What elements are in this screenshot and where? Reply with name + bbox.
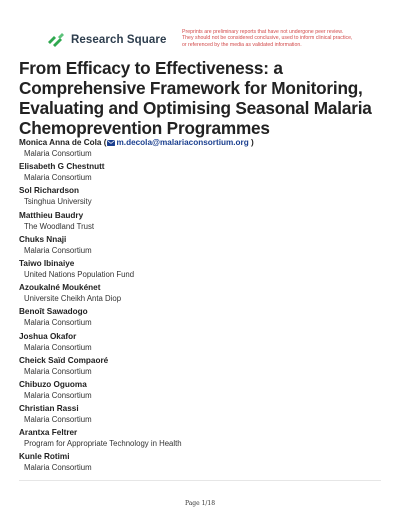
- research-square-logo[interactable]: [47, 31, 166, 49]
- author-affiliation: Malaria Consortium: [24, 342, 92, 352]
- author-name: Sol Richardson: [19, 186, 80, 196]
- author-entry: [19, 210, 389, 234]
- author-name: Benoît Sawadogo: [19, 307, 88, 317]
- author-affiliation: Malaria Consortium: [24, 415, 92, 425]
- author-affiliation: Program for Appropriate Technology in Health: [24, 439, 182, 449]
- notice-line: Preprints are preliminary reports that have not undergone peer review.: [182, 29, 344, 35]
- header: [0, 0, 400, 50]
- author-entry: [19, 306, 389, 330]
- author-name: Arantxa Feltrer: [19, 428, 78, 438]
- author-email-link[interactable]: [107, 138, 249, 147]
- author-affiliation: United Nations Population Fund: [24, 269, 135, 279]
- author-affiliation: Tsinghua University: [24, 197, 92, 207]
- author-entry: [19, 161, 389, 185]
- author-affiliation: Malaria Consortium: [24, 390, 92, 400]
- author-affiliation: Malaria Consortium: [24, 366, 92, 376]
- author-name: Cheick Saïd Compaoré: [19, 355, 109, 365]
- author-entry: [19, 331, 389, 355]
- author-entry: [19, 137, 389, 161]
- envelope-icon: [107, 140, 115, 146]
- author-name-text: Monica Anna de Cola: [19, 138, 102, 147]
- research-square-logo-icon: [47, 31, 67, 49]
- author-entry: [19, 355, 389, 379]
- logo-text: Research Square: [71, 34, 167, 46]
- author-entry: [19, 234, 389, 258]
- preprint-notice: [182, 29, 387, 48]
- author-entry: [19, 185, 389, 209]
- author-entry: [19, 258, 389, 282]
- author-name: Christian Rassi: [19, 404, 79, 414]
- notice-line: or referenced by the media as validated information.: [182, 41, 302, 48]
- author-name: [19, 137, 389, 148]
- author-name: Taiwo Ibinaiye: [19, 258, 75, 268]
- page-number: Page 1/18: [184, 500, 216, 507]
- author-affiliation: Malaria Consortium: [24, 463, 92, 473]
- footer-divider: [19, 480, 381, 481]
- author-name: Chibuzo Oguoma: [19, 379, 87, 389]
- author-affiliation: Malaria Consortium: [24, 149, 92, 158]
- author-name: Chuks Nnaji: [19, 234, 67, 244]
- author-entry: [19, 403, 389, 427]
- author-entry: [19, 282, 389, 306]
- paper-title: From Efficacy to Effectiveness: a Comprehensive Framework for Monitoring, Evaluating and Optimising Seasonal Malaria Chemoprevention Programmes: [19, 58, 372, 138]
- author-name: Azoukalné Moukénet: [19, 283, 101, 293]
- author-entry: [19, 451, 389, 475]
- author-email-paren: ): [248, 138, 254, 147]
- author-affiliation: Malaria Consortium: [24, 173, 92, 183]
- author-email-paren: (: [103, 138, 107, 147]
- author-name: Matthieu Baudry: [19, 210, 84, 220]
- author-name: Joshua Okafor: [19, 331, 77, 341]
- author-email: m.decola@malariaconsortium.org: [116, 138, 249, 147]
- author-affiliation: The Woodland Trust: [24, 221, 95, 231]
- author-affiliation: Universite Cheikh Anta Diop: [24, 294, 122, 304]
- author-name: Elisabeth G Chestnutt: [19, 162, 105, 172]
- author-list: [19, 137, 389, 476]
- author-affiliation: Malaria Consortium: [24, 245, 92, 255]
- notice-line: They should not be considered conclusive, used to inform clinical practice,: [182, 35, 353, 42]
- author-affiliation: Malaria Consortium: [24, 318, 92, 328]
- author-name: Kunle Rotimi: [19, 452, 70, 462]
- author-entry: [19, 427, 389, 451]
- author-entry: [19, 379, 389, 403]
